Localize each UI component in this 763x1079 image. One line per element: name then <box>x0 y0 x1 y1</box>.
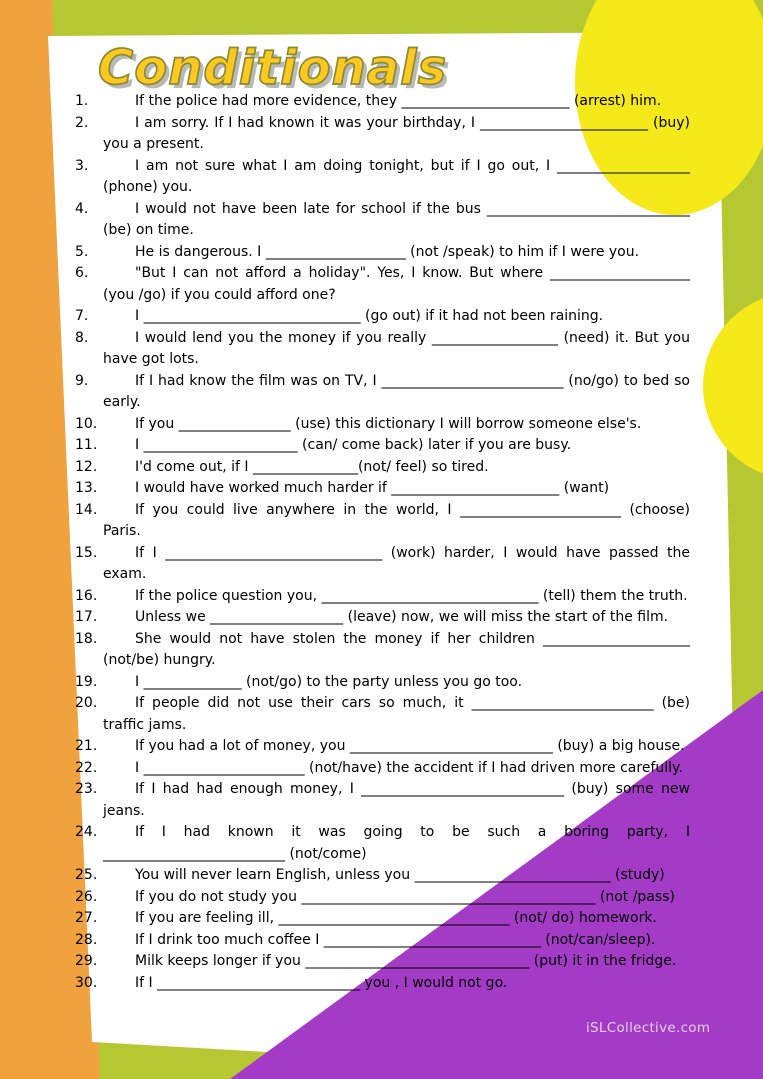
exercise-item <box>75 263 690 306</box>
exercise-item <box>75 930 690 952</box>
item-text: I would have worked much harder if ________________________ (want) <box>135 480 610 496</box>
item-text: If you do not study you __________________________________________ (not /pass) <box>135 888 675 905</box>
item-text: If I drink too much coffee I _______________________________ (not/can/sleep). <box>135 931 656 948</box>
exercise-item <box>75 435 690 457</box>
exercise-item <box>75 328 690 371</box>
exercise-item <box>75 478 690 500</box>
item-number: 18. <box>75 630 98 647</box>
exercise-item <box>75 758 690 780</box>
item-number: 22. <box>75 759 98 776</box>
item-text: If the police had more evidence, they ________________________ (arrest) him. <box>135 93 662 109</box>
exercise-item <box>75 306 690 328</box>
item-number: 14. <box>75 501 98 518</box>
worksheet-title: Conditionals <box>98 40 448 96</box>
exercise-item <box>75 242 690 264</box>
item-text: If I _______________________________ (work) harder, I would have passed the exam. <box>103 544 690 582</box>
item-number: 20. <box>75 695 98 711</box>
item-text: If I _____________________________ you , I would not go. <box>135 974 508 991</box>
item-text: If you could live anywhere in the world, I _______________________ (choose) Paris. <box>103 501 690 539</box>
item-text: If you ________________ (use) this dictionary I will borrow someone else's. <box>135 415 642 432</box>
item-text: Unless we ___________________ (leave) now, we will miss the start of the film. <box>135 609 669 625</box>
exercise-item <box>75 865 690 887</box>
item-text: If I had had enough money, I _____________________________ (buy) some new jeans. <box>103 781 690 819</box>
exercise-item <box>75 822 690 865</box>
exercise-item <box>75 414 690 436</box>
item-text: I _______________________________ (go out) if it had not been raining. <box>135 308 604 324</box>
item-text: I would lend you the money if you really __________________ (need) it. But you have got lots. <box>103 329 690 367</box>
item-number: 29. <box>75 953 98 969</box>
item-text: I am not sure what I am doing tonight, but if I go out, I ___________________ (phone) you. <box>103 157 690 195</box>
item-number: 24. <box>75 824 98 840</box>
exercise-item <box>75 973 690 995</box>
item-number: 28. <box>75 931 98 948</box>
exercise-item <box>75 91 690 113</box>
item-number: 11. <box>75 437 98 453</box>
item-text: I am sorry. If I had known it was your birthday, I ________________________ (buy) you a present. <box>103 114 690 152</box>
item-text: I ______________ (not/go) to the party unless you go too. <box>135 673 523 690</box>
exercise-item <box>75 199 690 242</box>
exercise-item <box>75 586 690 608</box>
item-number: 13. <box>75 480 98 496</box>
item-number: 9. <box>75 372 89 389</box>
exercise-item <box>75 908 690 930</box>
exercise-item <box>75 629 690 672</box>
exercise-item <box>75 371 690 414</box>
item-number: 6. <box>75 265 89 281</box>
exercise-item <box>75 543 690 586</box>
exercise-item <box>75 500 690 543</box>
item-number: 23. <box>75 781 98 797</box>
item-number: 4. <box>75 200 89 217</box>
item-text: I would not have been late for school if the bus _____________________________ (be) on time. <box>103 200 690 238</box>
item-text: I'd come out, if I _______________(not/ feel) so tired. <box>135 458 489 475</box>
item-text: I _______________________ (not/have) the accident if I had driven more carefully. <box>135 759 683 776</box>
exercise-item <box>75 457 690 479</box>
item-number: 7. <box>75 308 89 324</box>
exercise-item <box>75 672 690 694</box>
item-text: You will never learn English, unless you ____________________________ (study) <box>135 867 665 883</box>
item-number: 12. <box>75 458 98 475</box>
item-text: If I had know the film was on TV, I __________________________ (no/go) to bed so early. <box>103 372 690 410</box>
item-text: If people did not use their cars so much, it __________________________ (be) traffic jams. <box>103 695 690 733</box>
item-number: 3. <box>75 157 89 174</box>
item-number: 17. <box>75 609 98 625</box>
exercise-item <box>75 156 690 199</box>
item-text: If the police question you, _______________________________ (tell) them the truth. <box>135 587 688 604</box>
item-number: 19. <box>75 673 98 690</box>
item-number: 30. <box>75 974 98 991</box>
exercise-item <box>75 951 690 973</box>
item-text: He is dangerous. I ____________________ (not /speak) to him if I were you. <box>135 243 640 260</box>
item-number: 2. <box>75 114 89 131</box>
item-number: 21. <box>75 738 98 754</box>
item-number: 1. <box>75 93 89 109</box>
item-number: 5. <box>75 243 89 260</box>
item-text: Milk keeps longer if you ________________________________ (put) it in the fridge. <box>135 953 677 969</box>
item-number: 27. <box>75 910 98 926</box>
exercise-list <box>75 91 690 994</box>
item-number: 16. <box>75 587 98 604</box>
item-number: 15. <box>75 544 98 561</box>
item-text: If you had a lot of money, you _____________________________ (buy) a big house. <box>135 738 685 754</box>
item-number: 26. <box>75 888 98 905</box>
item-number: 10. <box>75 415 98 432</box>
item-text: She would not have stolen the money if her children _____________________ (not/be) hungry. <box>103 630 690 668</box>
item-number: 8. <box>75 329 89 346</box>
exercise-item <box>75 887 690 909</box>
exercise-item <box>75 607 690 629</box>
item-text: If you are feeling ill, _________________________________ (not/ do) homework. <box>135 910 657 926</box>
exercise-item <box>75 113 690 156</box>
item-text: If I had known it was going to be such a boring party, I __________________________ (not/come) <box>103 824 690 862</box>
exercise-item <box>75 693 690 736</box>
item-number: 25. <box>75 867 98 883</box>
watermark: iSLCollective.com <box>586 1020 711 1036</box>
item-text: "But I can not afford a holiday". Yes, I know. But where ____________________ (you /go) if you could afford one? <box>103 265 690 303</box>
item-text: I ______________________ (can/ come back) later if you are busy. <box>135 437 572 453</box>
exercise-item <box>75 736 690 758</box>
exercise-item <box>75 779 690 822</box>
